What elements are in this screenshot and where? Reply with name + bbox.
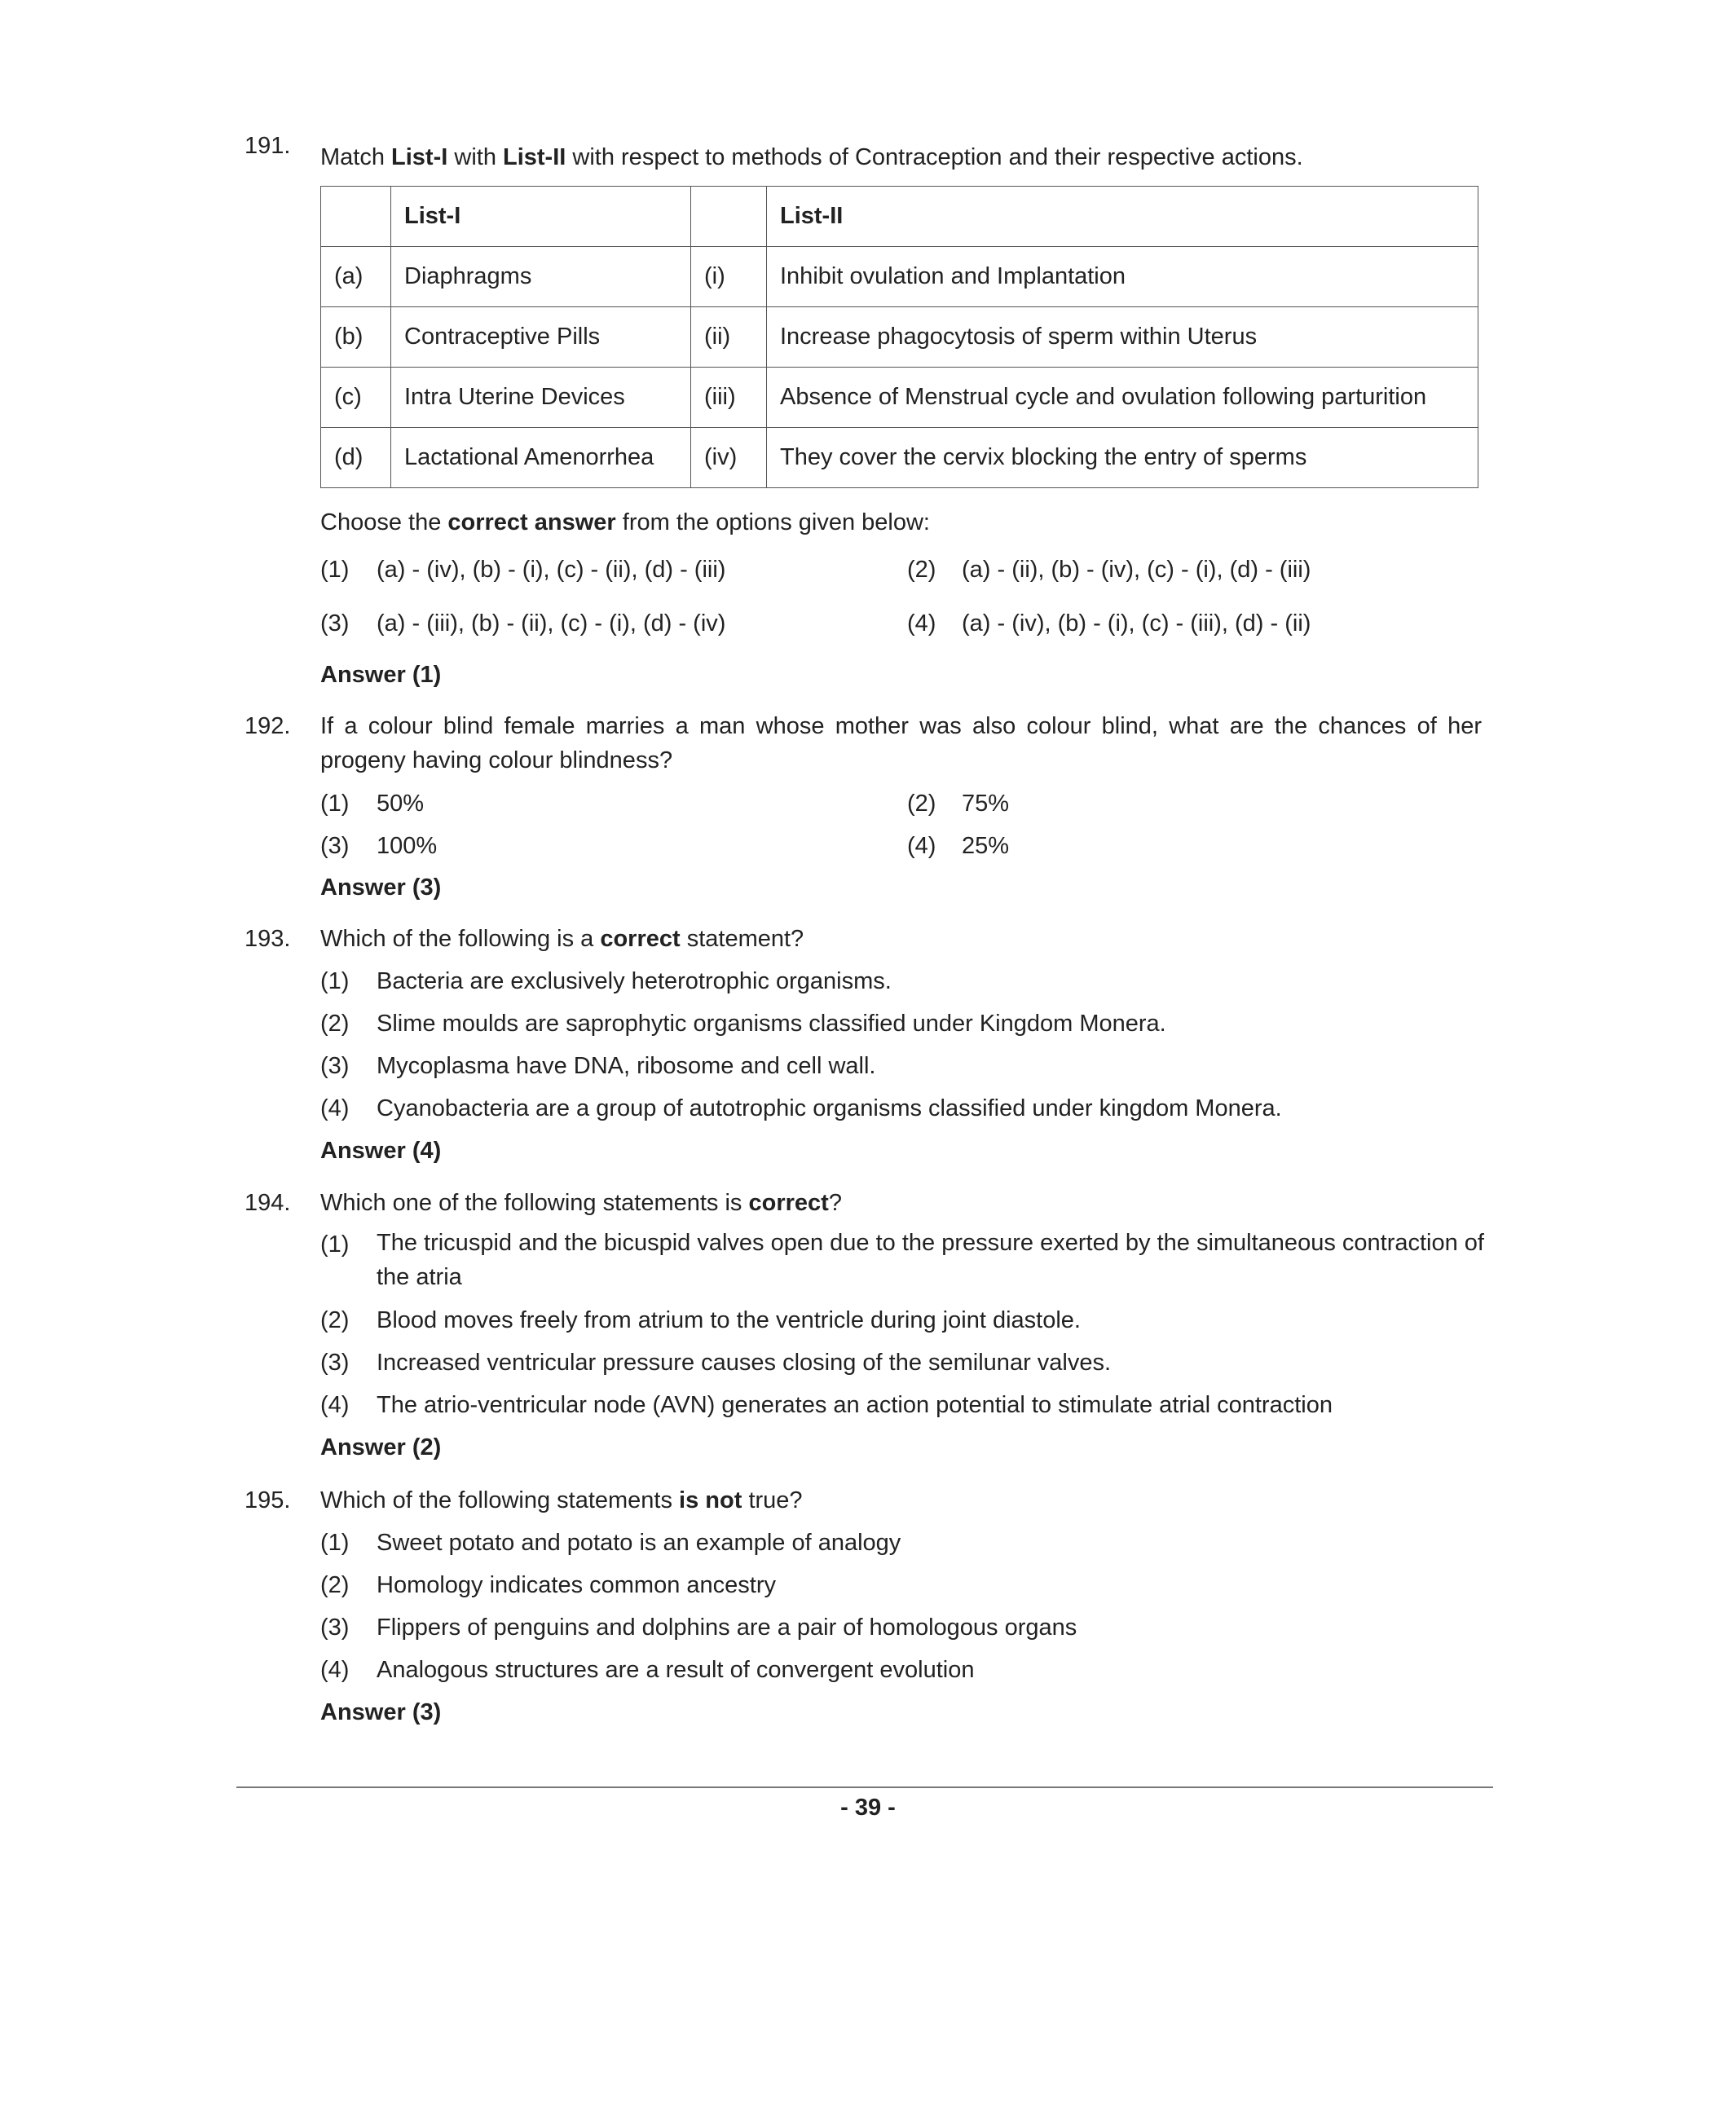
option-number: (3): [320, 1615, 350, 1641]
option-text: Mycoplasma have DNA, ribosome and cell wall.: [377, 1053, 876, 1079]
option-text: Cyanobacteria are a group of autotrophic organisms classified under kingdom Monera.: [377, 1095, 1282, 1121]
table-cell: (b): [321, 307, 391, 368]
option-text: 75%: [962, 791, 1010, 817]
option-text: Slime moulds are saprophytic organisms classified under Kingdom Monera.: [377, 1011, 1166, 1037]
table-row: [321, 368, 1478, 428]
table-header: List-I: [391, 187, 691, 247]
question-number: 194.: [245, 1190, 291, 1216]
option-text: Sweet potato and potato is an example of analogy: [377, 1530, 901, 1556]
table-cell: (iii): [691, 368, 767, 428]
table-cell: Intra Uterine Devices: [391, 368, 691, 428]
option-text: The tricuspid and the bicuspid valves open due to the pressure exerted by the simultaneous contraction of the atria: [377, 1230, 1484, 1290]
option-text: 100%: [377, 833, 438, 859]
option-number: (2): [907, 557, 936, 583]
option-text: 25%: [962, 833, 1010, 859]
table-cell: [321, 187, 391, 247]
page-number: - 39 -: [840, 1795, 896, 1821]
table-cell: (ii): [691, 307, 767, 368]
table-cell: Inhibit ovulation and Implantation: [767, 247, 1478, 307]
option-text: The atrio-ventricular node (AVN) generates an action potential to stimulate atrial contraction: [377, 1392, 1333, 1418]
option-text: Flippers of penguins and dolphins are a pair of homologous organs: [377, 1615, 1077, 1641]
footer-divider: [236, 1786, 1493, 1788]
option-text: (a) - (ii), (b) - (iv), (c) - (i), (d) - (iii): [962, 557, 1311, 583]
table-cell: [691, 187, 767, 247]
option-number: (1): [320, 557, 350, 583]
answer-label: Answer (3): [320, 874, 442, 901]
option-number: (2): [907, 791, 936, 817]
table-cell: Contraceptive Pills: [391, 307, 691, 368]
option-number: (1): [320, 968, 350, 994]
option-text: (a) - (iii), (b) - (ii), (c) - (i), (d) - (iv): [377, 610, 726, 637]
table-cell: (d): [321, 428, 391, 488]
option-number: (1): [320, 1231, 350, 1258]
option-number: (2): [320, 1011, 350, 1037]
option-number: (3): [320, 610, 350, 637]
option-number: (4): [320, 1392, 350, 1418]
answer-label: Answer (1): [320, 662, 442, 688]
table-cell: Lactational Amenorrhea: [391, 428, 691, 488]
option-number: (1): [320, 1530, 350, 1556]
answer-label: Answer (3): [320, 1699, 442, 1725]
option-number: (3): [320, 1350, 350, 1376]
question-number: 192.: [245, 713, 291, 739]
option-number: (4): [320, 1657, 350, 1683]
option-number: (4): [907, 833, 936, 859]
answer-label: Answer (2): [320, 1434, 442, 1460]
table-header: List-II: [767, 187, 1478, 247]
option-number: (3): [320, 1053, 350, 1079]
option-number: (3): [320, 833, 350, 859]
table-cell: Absence of Menstrual cycle and ovulation following parturition: [767, 368, 1478, 428]
table-cell: (iv): [691, 428, 767, 488]
table-cell: Increase phagocytosis of sperm within Uterus: [767, 307, 1478, 368]
option-text: (a) - (iv), (b) - (i), (c) - (iii), (d) - (ii): [962, 610, 1311, 637]
question-text: Which of the following statements is not true?: [320, 1487, 803, 1513]
option-text: Blood moves freely from atrium to the ventricle during joint diastole.: [377, 1307, 1081, 1333]
option-text: Bacteria are exclusively heterotrophic organisms.: [377, 968, 892, 994]
question-number: 191.: [245, 133, 291, 159]
question-text: Which of the following is a correct statement?: [320, 926, 804, 952]
table-row: [321, 247, 1478, 307]
question-number: 193.: [245, 926, 291, 952]
match-table: [320, 186, 1478, 488]
table-cell: Diaphragms: [391, 247, 691, 307]
table-header-row: [321, 187, 1478, 247]
option-text: Increased ventricular pressure causes closing of the semilunar valves.: [377, 1350, 1112, 1376]
table-cell: (i): [691, 247, 767, 307]
table-row: [321, 428, 1478, 488]
option-number: (4): [907, 610, 936, 637]
option-number: (2): [320, 1572, 350, 1598]
option-text: Homology indicates common ancestry: [377, 1572, 776, 1598]
question-text: Which one of the following statements is correct?: [320, 1190, 842, 1216]
table-row: [321, 307, 1478, 368]
question-text: Match List-I with List-II with respect to methods of Contraception and their respective actions.: [320, 144, 1303, 170]
option-text: Analogous structures are a result of convergent evolution: [377, 1657, 975, 1683]
instruction-text: Choose the correct answer from the options given below:: [320, 509, 930, 535]
table-cell: (c): [321, 368, 391, 428]
table-cell: (a): [321, 247, 391, 307]
option-text: 50%: [377, 791, 425, 817]
question-text: If a colour blind female marries a man whose mother was also colour blind, what are the chances of her progeny having colour blindness?: [320, 713, 1482, 773]
answer-label: Answer (4): [320, 1138, 442, 1164]
table-cell: They cover the cervix blocking the entry of sperms: [767, 428, 1478, 488]
option-number: (4): [320, 1095, 350, 1121]
option-number: (1): [320, 791, 350, 817]
question-number: 195.: [245, 1487, 291, 1513]
option-number: (2): [320, 1307, 350, 1333]
option-text: (a) - (iv), (b) - (i), (c) - (ii), (d) - (iii): [377, 557, 726, 583]
